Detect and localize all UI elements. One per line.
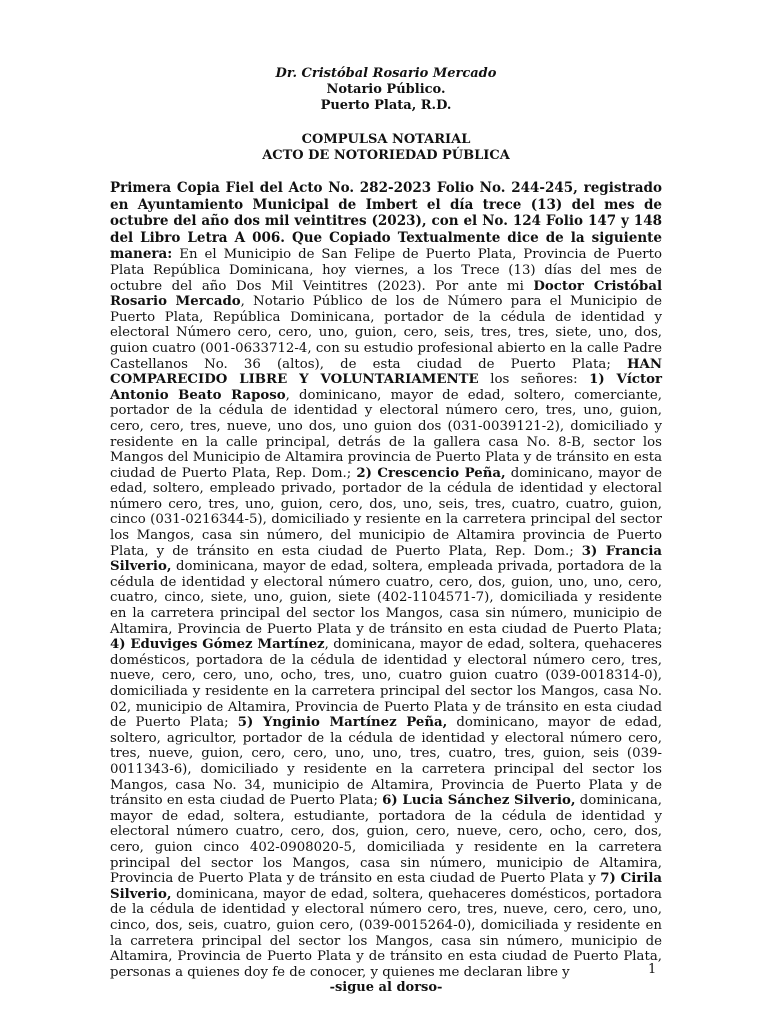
person-4-details: , dominicana, mayor de edad, soltera, quehaceres domésticos, portadora de la cédula de identidad y electoral número cero, tres, nueve, cero, cero, uno, ocho, tres, uno, cuatro guion cuatro (039-0018314-0), domiciliada y residente en la carretera principal del sector los Mangos, casa No. 02, municipio de Altamira, Provincia de Puerto Plata y de tránsito en esta ciudad de Puerto Plata; [110,637,662,731]
body-text-1: En el Municipio de San Felipe de Puerto Plata, Provincia de Puerto Plata República Dominicana, hoy viernes, a los Trece (13) días del mes de octubre del año Dos Mil Veintitres (2023). Por ante mi [110,247,662,294]
person-7-name: 7) Cirila Silverio, [110,871,662,902]
person-7-details: dominicana, mayor de edad, soltera, quehaceres domésticos, portadora de la cédula de identidad y electoral número cero, tres, nueve, cero, cero, uno, cinco, dos, seis, cuatro, guion cero, (039-0015264-0), domiciliada y residente en la carretera principal del sector los Mangos, casa sin número, municipio de Altamira, Provincia de Puerto Plata y de tránsito en esta ciudad de Puerto Plata, personas a quienes doy fe de conocer, y quienes me declaran libre y [110,886,662,980]
person-6-details: dominicana, mayor de edad, soltera, estudiante, portadora de la cédula de identidad y electoral número cuatro, cero, dos, guion, cero, nueve, cero, ocho, cero, dos, cero, guion cinco 402-0908020-5, domiciliada y residente en la carretera principal del sector los Mangos, casa sin número, municipio de Altamira, Provincia de Puerto Plata y de tránsito en esta ciudad de Puerto Plata y [110,793,663,887]
person-3-details: dominicana, mayor de edad, soltera, empleada privada, portadora de la cédula de identidad y electoral número cuatro, cero, dos, guion, uno, uno, cero, cuatro, cinco, siete, uno, guion, siete (402-1104571-7), domiciliada y residente en la carretera principal del sector los Mangos, casa sin número, municipio de Altamira, Provincia de Puerto Plata y de tránsito en esta ciudad de Puerto Plata; [110,559,662,637]
person-6-name: 6) Lucia Sánchez Silverio, [382,793,576,809]
body-text-2: , Notario Público de los de Número para el Municipio de Puerto Plata, República Dominicana, portador de la cédula de identidad y electoral Número cero, cero, uno, guion, cero, seis, tres, tres, siete, uno, dos, guion cuatro (001-0633712-4, con su estudio profesional abierto en la calle Padre Castellanos No. 36 (altos), de esta ciudad de Puerto Plata; [110,294,662,372]
person-3-name: 3) Francia Silverio, [110,543,662,575]
person-2-details: dominicano, mayor de edad, soltero, empleado privado, portador de la cédula de identidad y electoral número cero, tres, uno, guion, cero, dos, uno, seis, tres, cuatro, cuatro, guion, cinco (031-0216344-5), domiciliado y resiente en la carretera principal del sector los Mangos, casa sin número, del municipio de Altamira provincia de Puerto Plata, y de tránsito en esta ciudad de Puerto Plata, Rep. Dom.; [110,465,662,559]
notary-name-header: Dr. Cristóbal Rosario Mercado [275,66,497,81]
person-1-name: 1) Víctor Antonio Beato Raposo [110,372,663,403]
notary-name-inline: Doctor Cristóbal Rosario Mercado [110,278,662,310]
document-page [110,66,662,1008]
title-compulsa: COMPULSA NOTARIAL [301,132,471,147]
body-text-3: los señores: [478,372,590,388]
person-5-details: dominicano, mayor de edad, soltero, agricultor, portador de la cédula de identidad y electoral número cero, tres, nueve, guion, cero, cero, uno, uno, tres, cuatro, tres, guion, seis (039-0011343-6), domiciliado y residente en la carretera principal del sector los Mangos, casa No. 34, municipio de Altamira, Provincia de Puerto Plata y de tránsito en esta ciudad de Puerto Plata; [110,715,662,809]
person-4-name: 4) Eduviges Gómez Martínez [110,637,325,653]
document-titles [110,132,662,164]
title-acto: ACTO DE NOTORIEDAD PÚBLICA [262,148,510,163]
person-2-name: 2) Crescencio Peña, [356,465,506,481]
continues-overleaf: -sigue al dorso- [329,980,443,996]
person-1-details: , dominicano, mayor de edad, soltero, comerciante, portador de la cédula de identidad y electoral número cero, tres, uno, guion, cero, cero, tres, nueve, uno dos, uno guion dos (031-0039121-2), domiciliado y residente en la calle principal, detrás de la gallera casa No. 8-B, sector los Mangos del Municipio de Altamira provincia de Puerto Plata y de tránsito en esta ciudad de Puerto Plata, Rep. Dom.; [110,387,662,481]
notary-role-header: Notario Público. [326,82,446,97]
lead-paragraph: Primera Copia Fiel del Acto No. 282-2023 Folio No. 244-245, registrado en Ayuntamiento Municipal de Imbert el día trece (13) del mes de octubre del año dos mil veintitres (2023), con el No. 124 Folio 147 y 148 del Libro Letra A 006. Que Copiado Textualmente dice de la siguiente manera: [110,180,662,263]
person-5-name: 5) Ynginio Martínez Peña, [237,715,448,731]
notary-location-header: Puerto Plata, R.D. [320,98,452,113]
comparecido-clause: HAN COMPARECIDO LIBRE Y VOLUNTARIAMENTE [110,356,662,388]
page-number: 1 [648,962,657,977]
document-body [110,180,662,980]
